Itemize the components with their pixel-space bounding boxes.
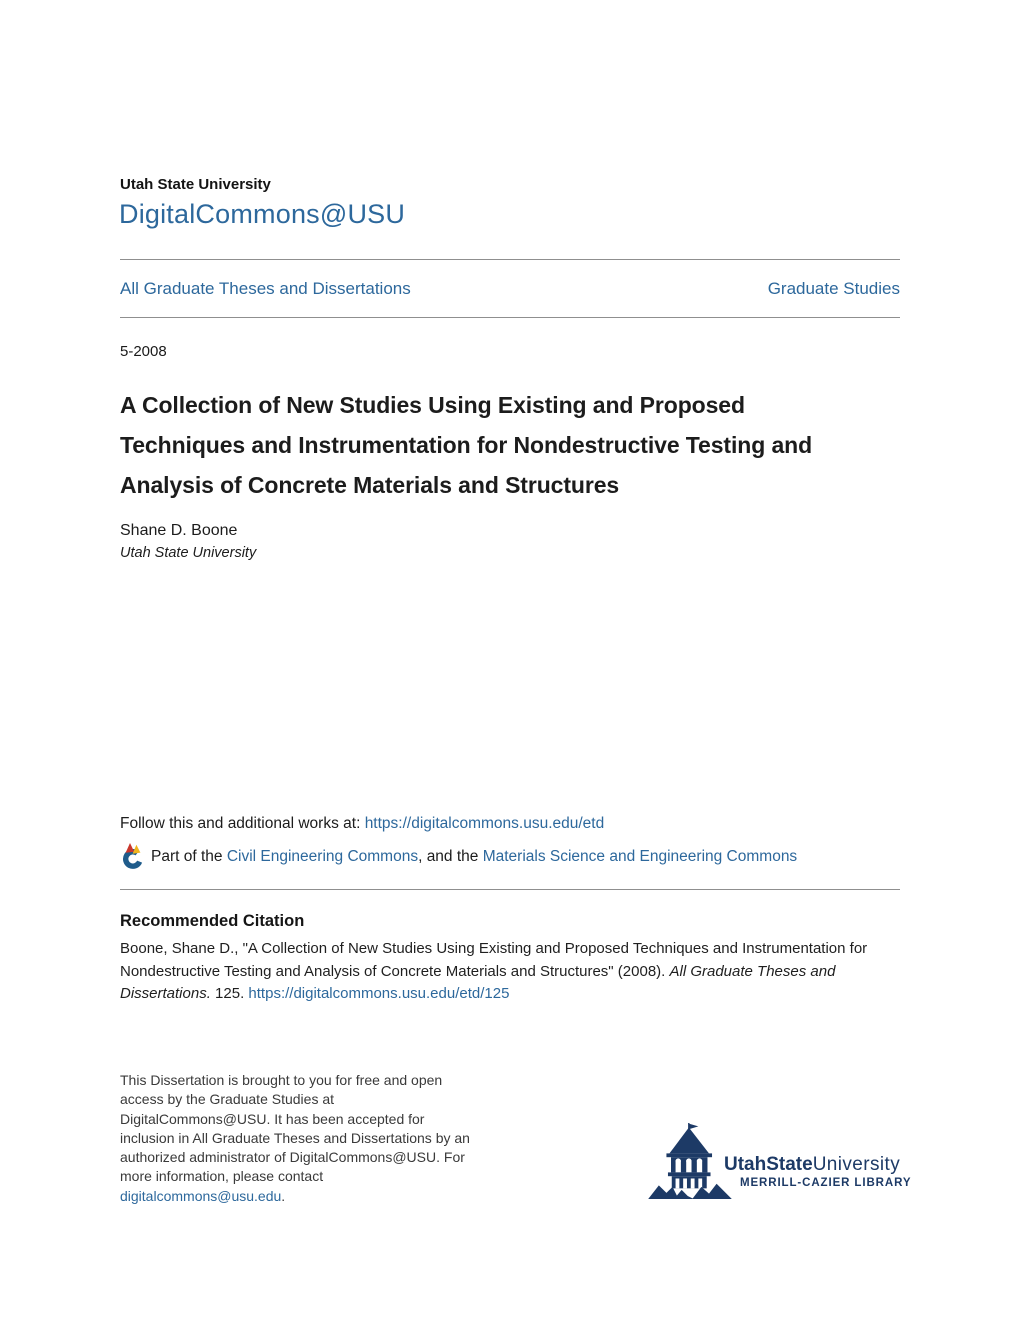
citation-url-link[interactable]: https://digitalcommons.usu.edu/etd/125: [248, 985, 510, 1002]
usu-wordmark: [724, 1154, 900, 1176]
usu-wordmark-bold: UtahState: [724, 1154, 813, 1175]
access-statement-line: inclusion in All Graduate Theses and Dissertations by an: [120, 1129, 470, 1146]
site-title[interactable]: DigitalCommons@USU: [119, 199, 406, 229]
publication-date: 5-2008: [120, 343, 167, 360]
access-statement-line: authorized administrator of DigitalCommons@USU. For: [120, 1149, 465, 1166]
usu-wordmark-regular: University: [812, 1154, 901, 1175]
access-statement: [120, 1071, 530, 1206]
civil-engineering-commons-link[interactable]: Civil Engineering Commons: [226, 847, 419, 865]
access-statement-line: access by the Graduate Studies at: [120, 1091, 335, 1108]
part-of-connector: , and the: [418, 847, 483, 865]
library-name: MERRILL-CAZIER LIBRARY: [740, 1177, 912, 1189]
contact-period: .: [281, 1187, 286, 1204]
author-affiliation: Utah State University: [120, 545, 257, 561]
series-link[interactable]: All Graduate Theses and Dissertations: [120, 279, 411, 298]
title-line-3: Analysis of Concrete Materials and Structures: [120, 472, 620, 498]
follow-works-line: [120, 815, 604, 833]
recommended-citation-heading: Recommended Citation: [120, 912, 305, 930]
breadcrumb: [120, 279, 900, 299]
title-line-2: Techniques and Instrumentation for Nondestructive Testing and: [120, 432, 813, 458]
old-main-tower-icon: [648, 1123, 732, 1199]
author-name[interactable]: Shane D. Boone: [120, 522, 238, 539]
citation-number: 125.: [210, 985, 245, 1002]
contact-email-link[interactable]: digitalcommons@usu.edu: [120, 1187, 282, 1204]
commons-network-icon: [120, 843, 144, 870]
document-title: [120, 385, 920, 505]
part-of-text: [151, 848, 797, 866]
usu-library-logo: [648, 1121, 912, 1201]
title-line-1: A Collection of New Studies Using Existing and Proposed: [120, 392, 745, 418]
unit-link[interactable]: Graduate Studies: [767, 279, 900, 298]
materials-science-commons-link[interactable]: Materials Science and Engineering Commons: [482, 847, 798, 865]
citation-text: Boone, Shane D., "A Collection of New Studies Using Existing and Proposed Techniques and Instrumentation for Nondestructive Testing and Analysis of Concrete Materials and Structures" (2008).: [120, 940, 868, 980]
follow-works-label: Follow this and additional works at:: [120, 815, 365, 832]
access-statement-line: This Dissertation is brought to you for free and open: [120, 1072, 443, 1088]
institution-name: Utah State University: [120, 176, 271, 193]
divider-top: [120, 259, 900, 260]
part-of-prefix: Part of the: [151, 847, 227, 865]
access-statement-contact-line: [120, 1187, 530, 1206]
access-statement-line: more information, please contact: [120, 1168, 324, 1185]
recommended-citation-body: [120, 938, 904, 1006]
divider-citation: [120, 889, 900, 890]
divider-breadcrumb: [120, 317, 900, 318]
part-of-line: [120, 843, 797, 870]
citation-series-italic: All Graduate Theses and Dissertations.: [120, 962, 836, 1002]
etd-series-url-link[interactable]: https://digitalcommons.usu.edu/etd: [364, 815, 605, 832]
access-statement-line: DigitalCommons@USU. It has been accepted for: [120, 1110, 425, 1127]
